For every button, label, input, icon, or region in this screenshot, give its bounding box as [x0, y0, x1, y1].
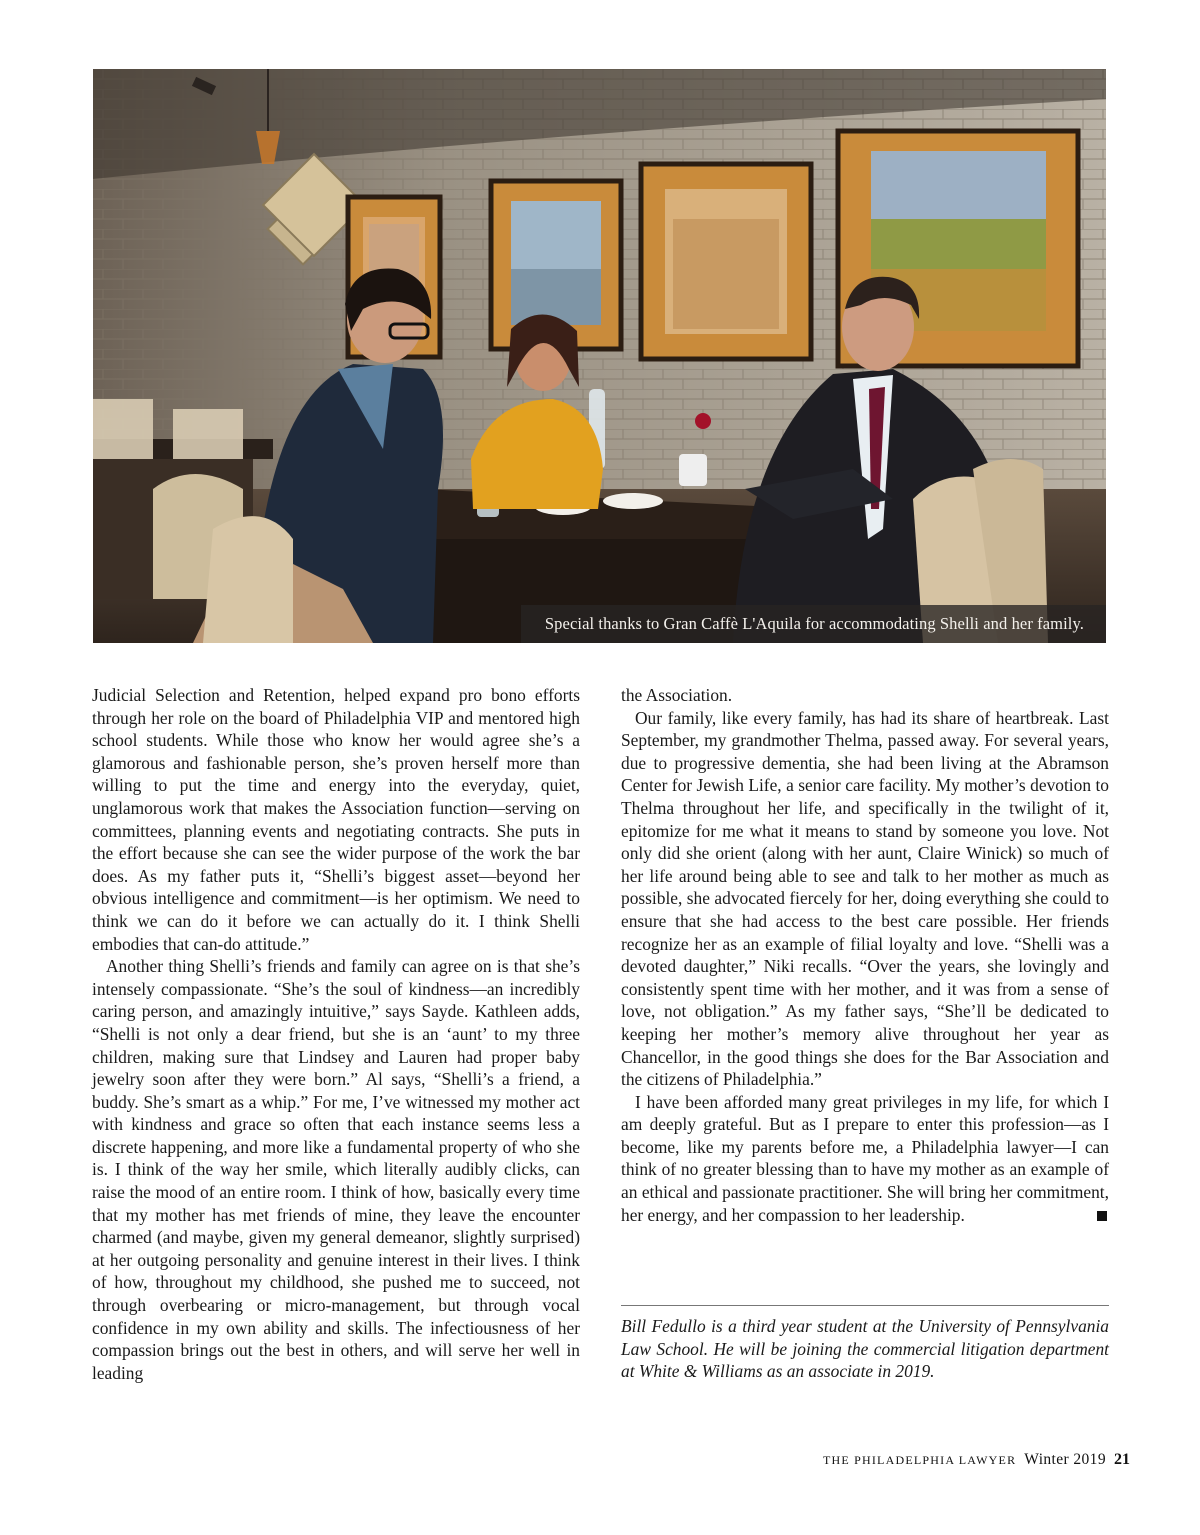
paragraph: the Association.: [621, 685, 733, 705]
paragraph: Judicial Selection and Retention, helped expand pro bono efforts through her role on the board of Philadelphia VIP and mentored high school students. While those who know her would agree she’s a glamorous and fashionable person, she’s proven herself more than willing to put the time and energy into the everyday, quiet, unglamorous work that makes the Association function—serving on committees, planning events and negotiating contracts. She puts in the effort because she can see the wider purpose of the work the bar does. As my father puts it, “Shelli’s biggest asset—beyond her obvious intelligence and commitment—is her optimism. We need to think we can do it before we can actually do it. I think Shelli embodies that can-do attitude.”: [92, 685, 580, 954]
photo-caption-bar: [521, 605, 1106, 643]
issue-date: Winter 2019: [1024, 1451, 1106, 1468]
page-number: 21: [1114, 1451, 1130, 1468]
paragraph-final: [621, 1091, 1109, 1227]
end-of-article-mark: [1097, 1211, 1107, 1221]
article-left-column: [92, 684, 580, 1384]
page-footer: [823, 1451, 1130, 1469]
author-bio: Bill Fedullo is a third year student at the University of Pennsylvania Law School. He will be joining the commercial litigation department at White & Williams as an associate in 2019.: [621, 1316, 1109, 1382]
paragraph: Another thing Shelli’s friends and family can agree on is that she’s intensely compassionate. “She’s the soul of kindness—an incredibly caring person, and amazingly intuitive,” says Sayde. Kathleen adds, “Shelli is not only a dear friend, but she is an ‘aunt’ to my three children, making sure that Lindsey and Lauren had proper baby jewelry soon after they were born.” Al says, “Shelli’s a friend, a buddy. She’s smart as a whip.” For me, I’ve witnessed my mother act with kindness and grace so often that each instance seems less a discrete happening, and more like a fundamental property of who she is. I think of the way her smile, which literally audibly clicks, can raise the mood of an entire room. I think of how, basically every time that my mother has met friends of mine, they leave the encounter charmed (and maybe, given my general demeanor, slightly surprised) at her outgoing personality and genuine interest in their lives. I think of how, throughout my childhood, she pushed me to succeed, not through overbearing or micro-management, but through vocal confidence in my own ability and skills. The infectiousness of her compassion brings out the best in others, and will serve her well in leading: [92, 956, 580, 1383]
magazine-name: THE PHILADELPHIA LAWYER: [823, 1453, 1017, 1467]
article-right-column: [621, 684, 1109, 1226]
paragraph: Our family, like every family, has had its share of heartbreak. Last September, my grandmother Thelma, passed away. For several years, due to progressive dementia, she had been living at the Abramson Center for Jewish Life, a senior care facility. My mother’s devotion to Thelma throughout her life, and specifically in the twilight of it, epitomize for me what it means to stand by someone you love. Not only did she orient (along with her aunt, Claire Winick) so much of her life around being able to see and talk to her mother as much as possible, she advocated fiercely for her, doing everything she could to ensure that she had access to the best care possible. Her friends recognize her as an example of filial loyalty and love. “Shelli was a devoted daughter,” Niki recalls. “Over the years, she lovingly and consistently spent time with her mother, and it was from a sense of love, not obligation.” As my father says, “She’ll be dedicated to keeping her mother’s memory alive throughout her year as Chancellor, in the good things she does for the Bar Association and the citizens of Philadelphia.”: [621, 707, 1109, 1090]
framed-painting-3: [641, 164, 811, 359]
photo-caption: Special thanks to Gran Caffè L'Aquila for accommodating Shelli and her family.: [544, 614, 1084, 633]
paragraph-text: I have been afforded many great privileges in my life, for which I am deeply grateful. But as I prepare to enter this profession—as I become, like my parents before me, a Philadelphia lawyer—I can think of no greater blessing than to have my mother as an example of an ethical and passionate practitioner. She will bring her commitment, her energy, and her compassion to her leadership.: [621, 1091, 1109, 1225]
bio-divider: [621, 1305, 1109, 1306]
restaurant-photo: [93, 69, 1106, 643]
photo-illustration: [93, 69, 1106, 643]
